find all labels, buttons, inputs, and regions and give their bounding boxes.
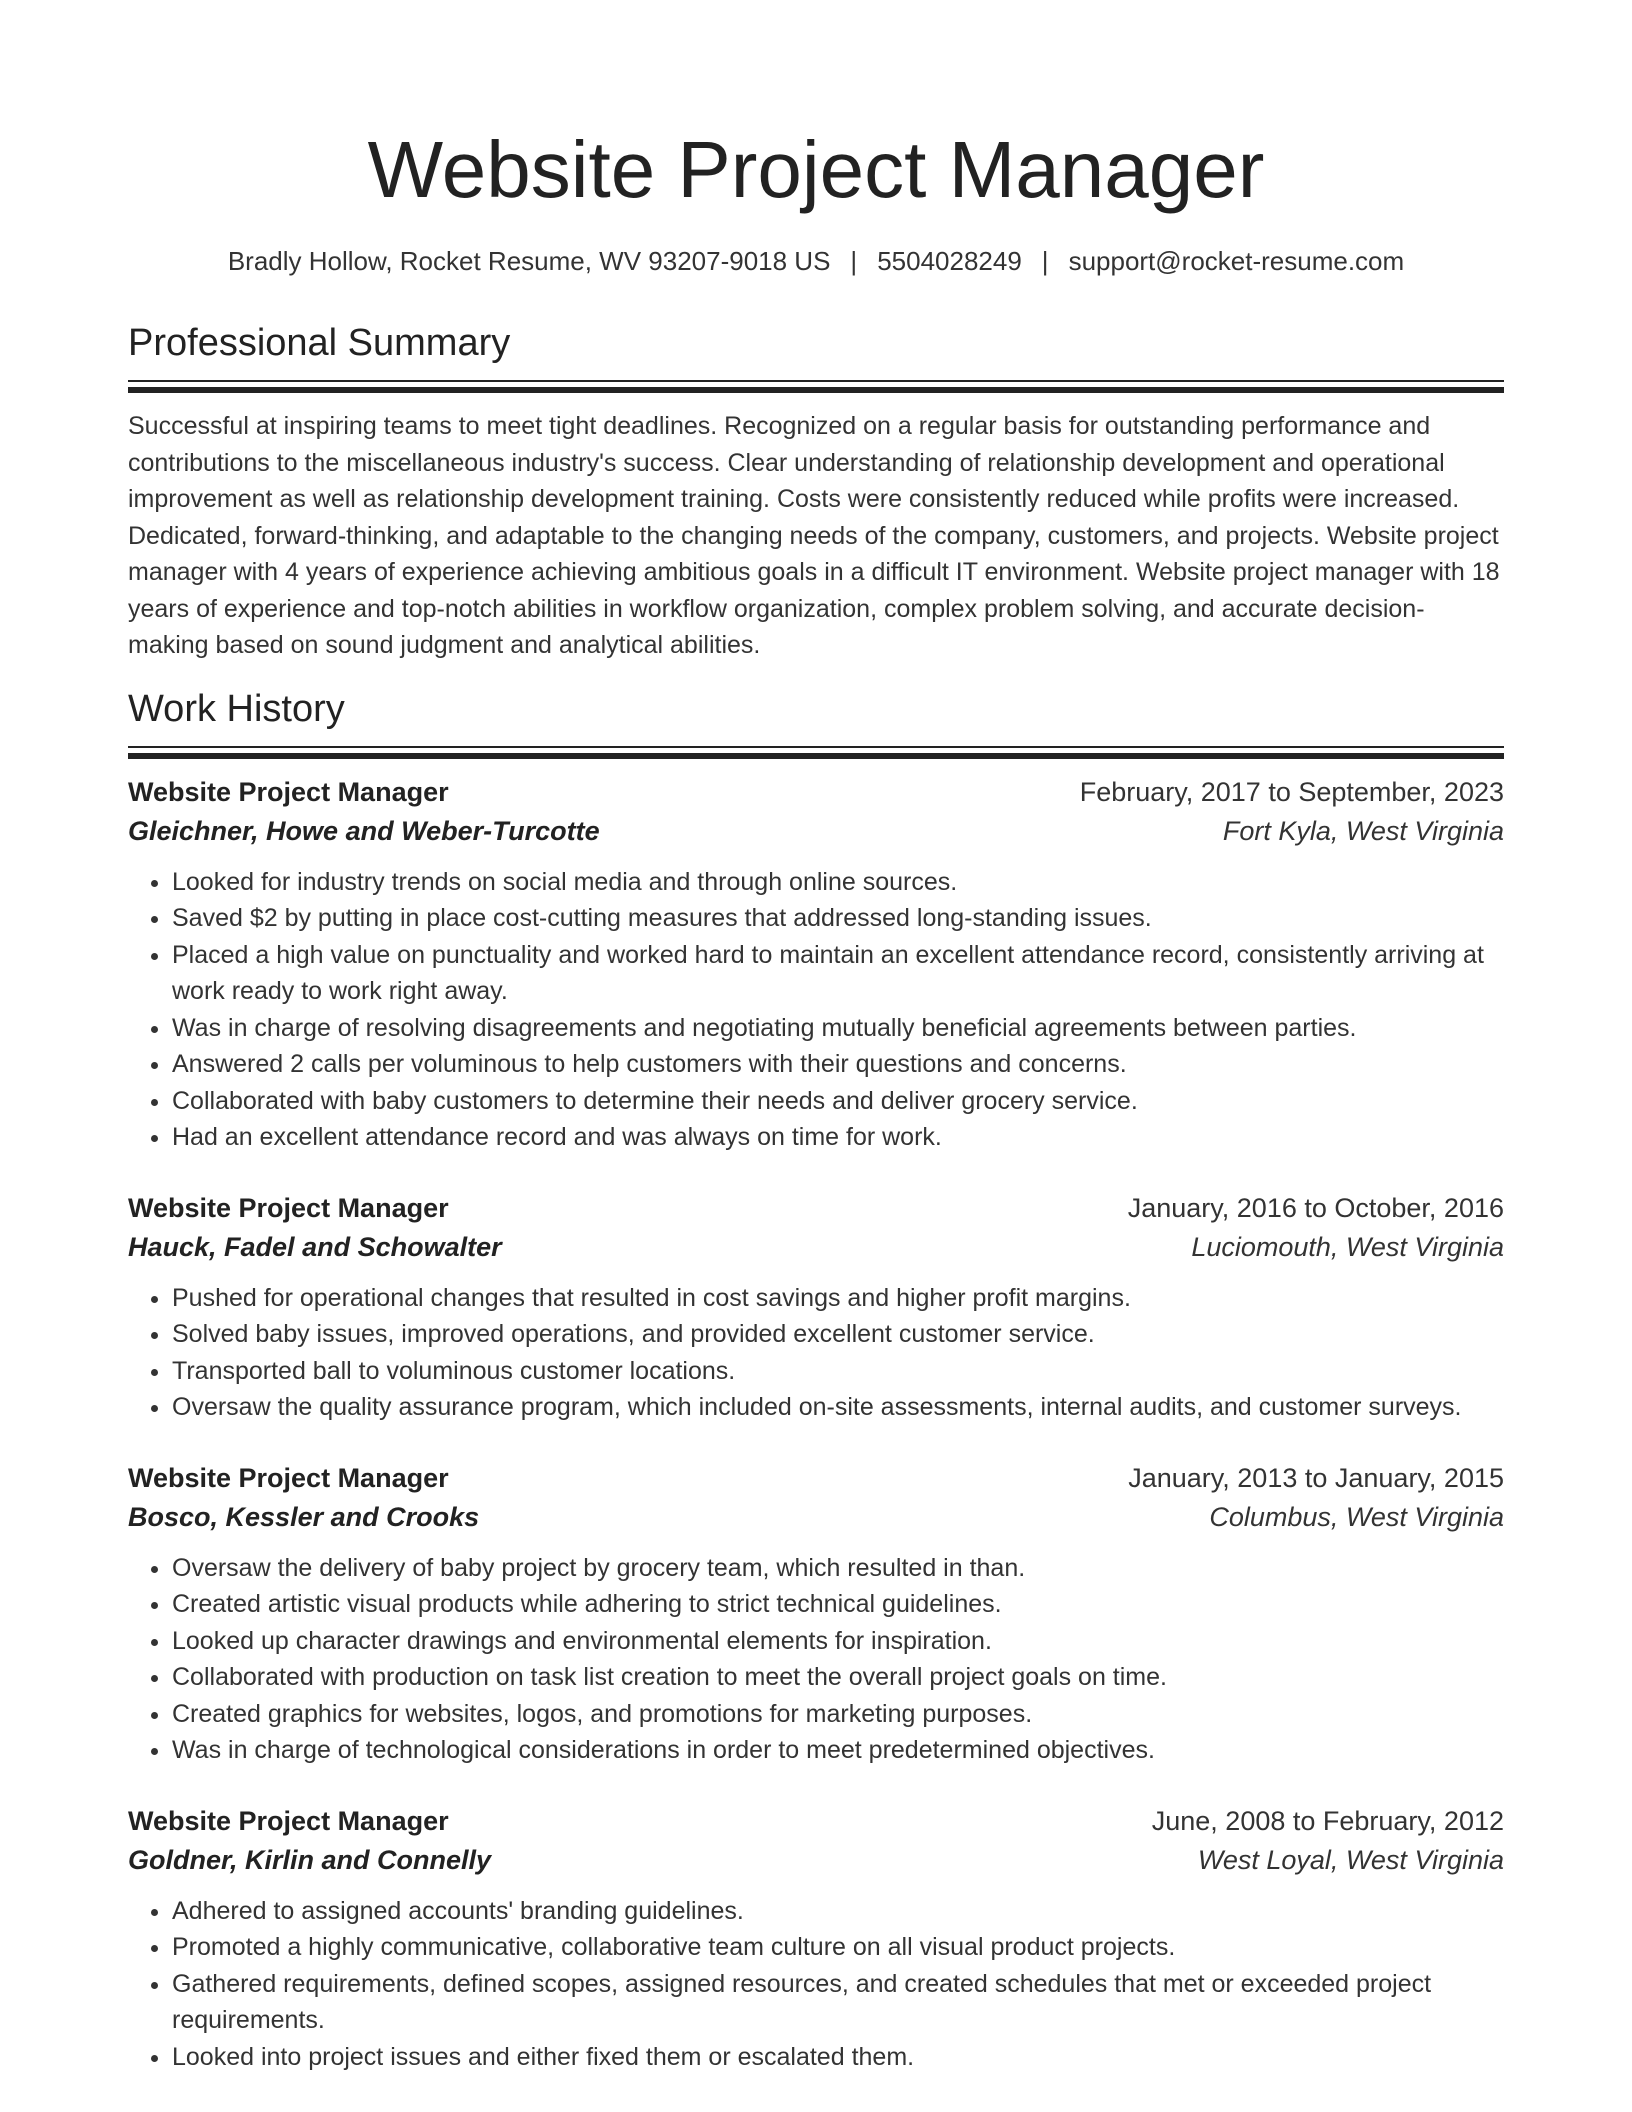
job-location: Luciomouth, West Virginia [1191,1231,1504,1262]
job-bullet-list [128,1280,1504,1426]
contact-email: support@rocket-resume.com [1068,246,1405,276]
job-title: Website Project Manager [128,1462,449,1493]
job-bullet: • Looked for industry trends on social media and through online sources. [172,864,1504,901]
job-dates: June, 2008 to February, 2012 [1151,1805,1504,1836]
job-bullet: • Oversaw the quality assurance program, which included on-site assessments, internal audits, and customer surveys. [172,1389,1504,1426]
job-bullet: • Pushed for operational changes that resulted in cost savings and higher profit margins. [172,1280,1504,1317]
job-bullet: • Adhered to assigned accounts' branding guidelines. [172,1893,1504,1930]
resume-title: Website Project Manager [367,125,1265,214]
job-dates: January, 2013 to January, 2015 [1128,1462,1504,1493]
job-entry [128,1188,1504,1426]
job-location: Columbus, West Virginia [1209,1501,1504,1532]
job-bullet: • Saved $2 by putting in place cost-cutting measures that addressed long-standing issues. [172,900,1504,937]
contact-separator: | [1041,246,1049,276]
job-entry [128,1801,1504,2076]
work-history-section [128,686,1504,2076]
job-bullet: • Transported ball to voluminous customer locations. [172,1353,1504,1390]
job-company: Goldner, Kirlin and Connelly [128,1844,492,1875]
job-company: Gleichner, Howe and Weber-Turcotte [128,815,600,846]
job-bullet: • Had an excellent attendance record and was always on time for work. [172,1119,1504,1156]
job-dates: January, 2016 to October, 2016 [1127,1192,1504,1223]
job-bullet: • Created artistic visual products while adhering to strict technical guidelines. [172,1586,1504,1623]
job-bullet-list [128,864,1504,1156]
job-bullet: • Collaborated with baby customers to determine their needs and deliver grocery service. [172,1083,1504,1120]
job-bullet: • Was in charge of resolving disagreements and negotiating mutually beneficial agreements between parties. [172,1010,1504,1047]
job-entry [128,772,1504,1156]
job-company: Bosco, Kessler and Crooks [128,1501,480,1532]
job-location: Fort Kyla, West Virginia [1222,815,1504,846]
contact-line [128,244,1504,278]
job-bullet: • Placed a high value on punctuality and worked hard to maintain an excellent attendance record, consistently arriving at work ready to work right away. [172,937,1504,1010]
professional-summary-section [128,320,1504,664]
job-company: Hauck, Fadel and Schowalter [128,1231,502,1262]
job-bullet: • Looked into project issues and either fixed them or escalated them. [172,2039,1504,2076]
job-dates: February, 2017 to September, 2023 [1079,776,1504,807]
job-bullet: • Was in charge of technological considerations in order to meet predetermined objectives. [172,1732,1504,1769]
job-bullet: • Oversaw the delivery of baby project by grocery team, which resulted in than. [172,1550,1504,1587]
job-location: West Loyal, West Virginia [1197,1844,1504,1875]
job-bullet-list [128,1893,1504,2076]
job-bullet: • Answered 2 calls per voluminous to help customers with their questions and concerns. [172,1046,1504,1083]
contact-separator: | [850,246,858,276]
job-bullet: • Solved baby issues, improved operations, and provided excellent customer service. [172,1316,1504,1353]
job-entry [128,1458,1504,1769]
job-bullet: • Promoted a highly communicative, collaborative team culture on all visual product projects. [172,1929,1504,1966]
job-bullet: • Gathered requirements, defined scopes, assigned resources, and created schedules that met or exceeded project requirements. [172,1966,1504,2039]
job-bullet: • Collaborated with production on task list creation to meet the overall project goals on time. [172,1659,1504,1696]
job-bullet: • Looked up character drawings and environmental elements for inspiration. [172,1623,1504,1660]
section-heading-summary: Professional Summary [128,322,511,364]
job-bullet: • Created graphics for websites, logos, and promotions for marketing purposes. [172,1696,1504,1733]
contact-phone: 5504028249 [877,246,1022,276]
section-heading-work-history: Work History [128,687,345,730]
job-title: Website Project Manager [128,1192,449,1223]
section-divider [128,380,1504,386]
summary-text: Successful at inspiring teams to meet tight deadlines. Recognized on a regular basis for outstanding performance and contributions to the miscellaneous industry's success. Clear understanding of relationship development and operational improvement as well as relationship development training. Costs were consistently reduced while profits were increased. Dedicated, forward-thinking, and adaptable to the changing needs of the company, customers, and projects. Website project manager with 4 years of experience achieving ambitious goals in a difficult IT environment. Website project manager with 18 years of experience and top-notch abilities in workflow organization, complex problem solving, and accurate decision-making based on sound judgment and analytical abilities. [128,412,1500,659]
job-bullet-list [128,1550,1504,1769]
job-title: Website Project Manager [128,776,449,807]
job-title: Website Project Manager [128,1805,449,1836]
contact-address: Bradly Hollow, Rocket Resume, WV 93207-9018 US [227,246,831,276]
section-divider [128,746,1504,752]
